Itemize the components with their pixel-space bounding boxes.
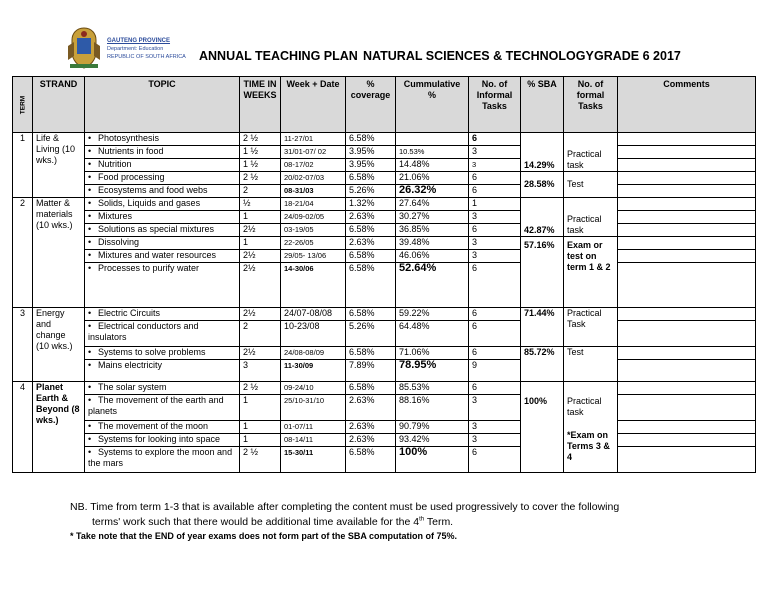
table-row	[13, 250, 756, 263]
col-time: TIME IN WEEKS	[240, 77, 281, 133]
informal-cell: 3	[469, 395, 521, 421]
table-row	[13, 237, 756, 250]
cumulative-cell: 64.48%	[396, 321, 469, 347]
comment-cell	[618, 347, 756, 360]
week-cell: 08-14/11	[281, 434, 346, 447]
cumulative-cell: 85.53%	[396, 382, 469, 395]
table-row	[13, 224, 756, 237]
cumulative-cell: 100%	[396, 447, 469, 473]
time-cell: 2	[240, 185, 281, 198]
topic-cell: • Photosynthesis	[85, 133, 240, 146]
col-comments: Comments	[618, 77, 756, 133]
comment-cell	[618, 250, 756, 263]
formal-cell: Practical task	[564, 198, 618, 237]
table-row	[13, 211, 756, 224]
table-row	[13, 146, 756, 159]
cumulative-cell: 46.06%	[396, 250, 469, 263]
sba-cell: 71.44%	[521, 308, 564, 347]
table-row	[13, 321, 756, 347]
comment-cell	[618, 146, 756, 159]
formal-cell: Exam or test on term 1 & 2	[564, 237, 618, 308]
strand-cell: Matter & materials (10 wks.)	[33, 198, 85, 308]
col-informal: No. of Informal Tasks	[469, 77, 521, 133]
table-row	[13, 172, 756, 185]
cumulative-cell: 21.06%	[396, 172, 469, 185]
formal-task-practical: Practical task	[567, 396, 602, 417]
comment-cell	[618, 237, 756, 250]
coat-of-arms-icon	[66, 26, 102, 70]
subject-title: NATURAL SCIENCES & TECHNOLOGY	[363, 49, 594, 63]
comment-cell	[618, 224, 756, 237]
week-cell: 25/10-31/10	[281, 395, 346, 421]
week-cell: 03-19/05	[281, 224, 346, 237]
informal-cell: 6	[469, 321, 521, 347]
informal-cell: 6	[469, 133, 521, 146]
time-cell: 1 ½	[240, 159, 281, 172]
coverage-cell: 5.26%	[346, 185, 396, 198]
week-cell: 01-07/11	[281, 421, 346, 434]
cumulative-cell: 90.79%	[396, 421, 469, 434]
table-row	[13, 382, 756, 395]
comment-cell	[618, 308, 756, 321]
topic-cell: • Ecosystems and food webs	[85, 185, 240, 198]
cumulative-cell: 71.06%	[396, 347, 469, 360]
col-term: TERM	[13, 77, 33, 133]
coverage-cell: 7.89%	[346, 360, 396, 382]
week-cell: 08-31/03	[281, 185, 346, 198]
time-cell: 2½	[240, 250, 281, 263]
week-cell: 31/01-07/ 02	[281, 146, 346, 159]
cumulative-cell: 39.48%	[396, 237, 469, 250]
coverage-cell: 3.95%	[346, 146, 396, 159]
comment-cell	[618, 447, 756, 473]
topic-cell: • Mixtures and water resources	[85, 250, 240, 263]
coverage-cell: 6.58%	[346, 172, 396, 185]
informal-cell: 6	[469, 172, 521, 185]
comment-cell	[618, 321, 756, 347]
plan-title: ANNUAL TEACHING PLAN	[199, 49, 358, 63]
time-cell: 2 ½	[240, 133, 281, 146]
informal-cell: 3	[469, 211, 521, 224]
teaching-plan-table	[12, 76, 756, 473]
comment-cell	[618, 382, 756, 395]
coverage-cell: 6.58%	[346, 263, 396, 308]
topic-cell: • Mixtures	[85, 211, 240, 224]
week-cell: 10-23/08	[281, 321, 346, 347]
cumulative-cell: 52.64%	[396, 263, 469, 308]
topic-cell: • Nutrients in food	[85, 146, 240, 159]
topic-cell: • The movement of the earth and planets	[85, 395, 240, 421]
week-cell: 20/02-07/03	[281, 172, 346, 185]
col-formal: No. of formal Tasks	[564, 77, 618, 133]
informal-cell: 6	[469, 263, 521, 308]
formal-cell: Test	[564, 347, 618, 382]
coverage-cell: 2.63%	[346, 421, 396, 434]
informal-cell: 3	[469, 421, 521, 434]
topic-cell: • Solutions as special mixtures	[85, 224, 240, 237]
topic-cell: • Nutrition	[85, 159, 240, 172]
col-topic: TOPIC	[85, 77, 240, 133]
strand-cell: Life & Living (10 wks.)	[33, 133, 85, 198]
sba-cell: 57.16%	[521, 237, 564, 308]
time-cell: 1	[240, 395, 281, 421]
coverage-cell: 6.58%	[346, 308, 396, 321]
week-cell: 14-30/06	[281, 263, 346, 308]
time-cell: 2 ½	[240, 172, 281, 185]
comment-cell	[618, 172, 756, 185]
time-cell: 2½	[240, 263, 281, 308]
informal-cell: 3	[469, 250, 521, 263]
formal-cell	[564, 382, 618, 473]
week-cell: 29/05- 13/06	[281, 250, 346, 263]
topic-cell: • Electrical conductors and insulators	[85, 321, 240, 347]
sba-exam-note: * Take note that the END of year exams does not form part of the SBA computation of 75%.	[70, 531, 458, 541]
strand-cell: Energy and change (10 wks.)	[33, 308, 85, 382]
informal-cell: 3	[469, 434, 521, 447]
topic-cell: • Electric Circuits	[85, 308, 240, 321]
topic-cell: • Systems to solve problems	[85, 347, 240, 360]
time-cell: 3	[240, 360, 281, 382]
coverage-cell: 2.63%	[346, 237, 396, 250]
week-cell: 18-21/04	[281, 198, 346, 211]
table-row	[13, 434, 756, 447]
coverage-cell: 3.95%	[346, 159, 396, 172]
informal-cell: 3	[469, 237, 521, 250]
time-cell: 2½	[240, 308, 281, 321]
term-number: 1	[13, 133, 33, 198]
logo-line-province: GAUTENG PROVINCE	[107, 38, 171, 44]
nb-note-line1: NB. Time from term 1-3 that is available after completing the content must be used progressively to cover the following	[70, 501, 620, 513]
topic-cell: • Processes to purify water	[85, 263, 240, 308]
topic-cell: • The solar system	[85, 382, 240, 395]
table-row	[13, 421, 756, 434]
cumulative-cell: 30.27%	[396, 211, 469, 224]
term-number: 2	[13, 198, 33, 308]
term-number: 3	[13, 308, 33, 382]
week-cell: 08-17/02	[281, 159, 346, 172]
table-row	[13, 159, 756, 172]
comment-cell	[618, 360, 756, 382]
week-cell: 09-24/10	[281, 382, 346, 395]
topic-cell: • Systems for looking into space	[85, 434, 240, 447]
nb-note-line2: terms' work such that there would be additional time available for the 4th Term.	[92, 516, 454, 528]
cumulative-cell: 26.32%	[396, 185, 469, 198]
page-header	[0, 0, 768, 75]
coverage-cell: 5.26%	[346, 321, 396, 347]
time-cell: 1	[240, 211, 281, 224]
informal-cell: 3	[469, 146, 521, 159]
informal-cell: 6	[469, 447, 521, 473]
comment-cell	[618, 133, 756, 146]
cumulative-cell: 10.53%	[396, 146, 469, 159]
sba-cell: 14.29%	[521, 133, 564, 172]
informal-cell: 6	[469, 224, 521, 237]
coverage-cell: 2.63%	[346, 395, 396, 421]
logo-line-department: Department: Education	[107, 46, 164, 52]
cumulative-cell: 93.42%	[396, 434, 469, 447]
week-cell: 15-30/11	[281, 447, 346, 473]
sba-cell: 28.58%	[521, 172, 564, 198]
week-cell: 24/07-08/08	[281, 308, 346, 321]
formal-cell: Practical Task	[564, 308, 618, 347]
cumulative-cell: 59.22%	[396, 308, 469, 321]
grade-title: GRADE 6 2017	[594, 49, 681, 63]
comment-cell	[618, 434, 756, 447]
sba-cell: 42.87%	[521, 198, 564, 237]
formal-task-exam: *Exam on Terms 3 & 4	[567, 430, 610, 462]
table-row	[13, 133, 756, 146]
col-strand: STRAND	[33, 77, 85, 133]
col-cumulative: Cummulative %	[396, 77, 469, 133]
table-header	[13, 77, 756, 133]
week-cell: 24/08-08/09	[281, 347, 346, 360]
week-cell: 11-30/09	[281, 360, 346, 382]
time-cell: 2 ½	[240, 382, 281, 395]
table-row	[13, 447, 756, 473]
coverage-cell: 6.58%	[346, 133, 396, 146]
col-week: Week + Date	[281, 77, 346, 133]
informal-cell: 6	[469, 308, 521, 321]
coverage-cell: 2.63%	[346, 434, 396, 447]
formal-cell: Test	[564, 172, 618, 198]
comment-cell	[618, 159, 756, 172]
sba-cell: 85.72%	[521, 347, 564, 382]
coverage-cell: 2.63%	[346, 211, 396, 224]
formal-cell: Practical task	[564, 133, 618, 172]
topic-cell: • Dissolving	[85, 237, 240, 250]
time-cell: 1 ½	[240, 146, 281, 159]
table-row	[13, 185, 756, 198]
topic-cell: • The movement of the moon	[85, 421, 240, 434]
time-cell: 1	[240, 421, 281, 434]
time-cell: 2	[240, 321, 281, 347]
term-number: 4	[13, 382, 33, 473]
week-cell: 11-27/01	[281, 133, 346, 146]
coverage-cell: 6.58%	[346, 447, 396, 473]
cumulative-cell: 78.95%	[396, 360, 469, 382]
coverage-cell: 6.58%	[346, 347, 396, 360]
table-row	[13, 347, 756, 360]
logo-line-country: REPUBLIC OF SOUTH AFRICA	[107, 54, 186, 60]
time-cell: 1	[240, 434, 281, 447]
comment-cell	[618, 395, 756, 421]
strand-cell: Planet Earth & Beyond (8 wks.)	[33, 382, 85, 473]
informal-cell: 6	[469, 347, 521, 360]
comment-cell	[618, 185, 756, 198]
informal-cell: 9	[469, 360, 521, 382]
topic-cell: • Mains electricity	[85, 360, 240, 382]
informal-cell: 6	[469, 382, 521, 395]
cumulative-cell: 88.16%	[396, 395, 469, 421]
time-cell: 1	[240, 237, 281, 250]
week-cell: 22-26/05	[281, 237, 346, 250]
coverage-cell: 6.58%	[346, 224, 396, 237]
time-cell: 2 ½	[240, 447, 281, 473]
cumulative-cell	[396, 133, 469, 146]
table-row	[13, 395, 756, 421]
time-cell: 2½	[240, 347, 281, 360]
informal-cell: 6	[469, 185, 521, 198]
time-cell: ½	[240, 198, 281, 211]
table-row	[13, 360, 756, 382]
coverage-cell: 6.58%	[346, 250, 396, 263]
col-sba: % SBA	[521, 77, 564, 133]
coverage-cell: 6.58%	[346, 382, 396, 395]
week-cell: 24/09-02/05	[281, 211, 346, 224]
time-cell: 2½	[240, 224, 281, 237]
table-row	[13, 263, 756, 308]
sba-cell: 100%	[521, 382, 564, 473]
table-row	[13, 308, 756, 321]
department-logo	[66, 26, 186, 70]
col-coverage: % coverage	[346, 77, 396, 133]
cumulative-cell: 14.48%	[396, 159, 469, 172]
topic-cell: • Food processing	[85, 172, 240, 185]
informal-cell: 3	[469, 159, 521, 172]
table-body	[13, 133, 756, 473]
table-row	[13, 198, 756, 211]
comment-cell	[618, 421, 756, 434]
comment-cell	[618, 211, 756, 224]
comment-cell	[618, 263, 756, 308]
coverage-cell: 1.32%	[346, 198, 396, 211]
topic-cell: • Systems to explore the moon and the mars	[85, 447, 240, 473]
topic-cell: • Solids, Liquids and gases	[85, 198, 240, 211]
cumulative-cell: 27.64%	[396, 198, 469, 211]
informal-cell: 1	[469, 198, 521, 211]
cumulative-cell: 36.85%	[396, 224, 469, 237]
comment-cell	[618, 198, 756, 211]
